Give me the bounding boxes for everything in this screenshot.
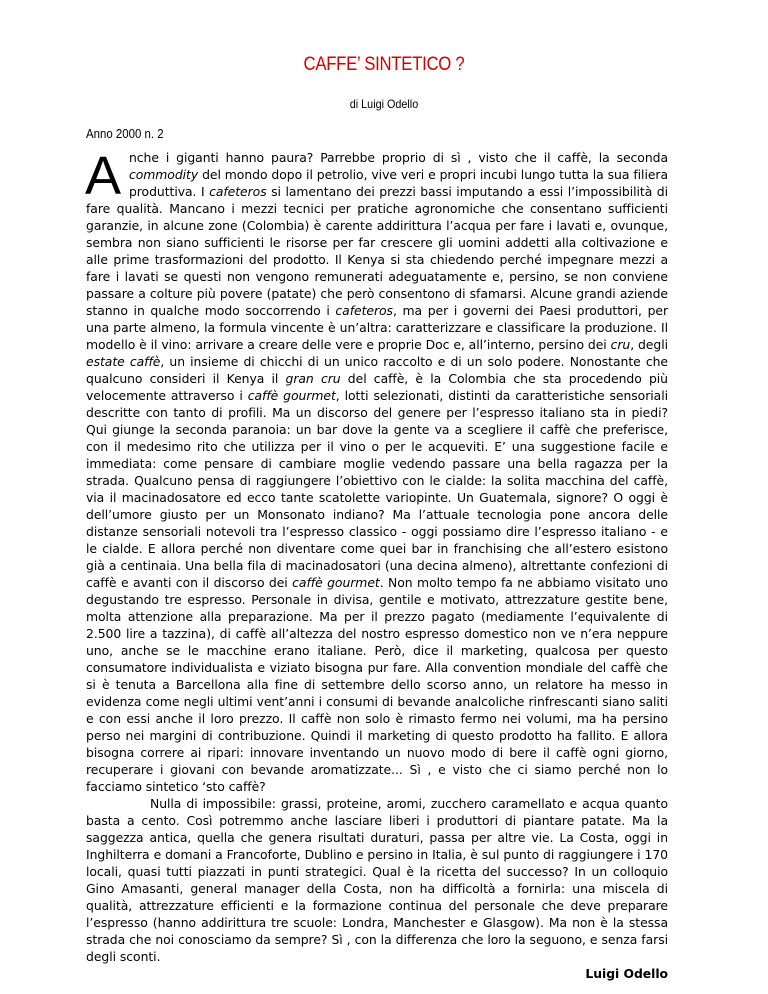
text-run: del mondo dopo il petrolio, vive veri e propri incubi lungo tutta la sua filiera produttiva. I: [128, 167, 668, 199]
byline: di Luigi Odello: [349, 97, 419, 111]
italic-term: caffè gourmet: [292, 575, 380, 590]
italic-term: gran cru: [285, 371, 341, 386]
issue-label: Anno 2000 n. 2: [86, 126, 164, 141]
italic-term: cru: [610, 337, 631, 352]
paragraph-1: [85, 146, 668, 795]
text-run: , lotti selezionati, distinti da caratteristiche sensoriali descritte con tanto di profili. Ma un discorso del genere per l’espresso italiano sta in piedi? Qui giunge la seconda paranoia: un bar dove la gente va a scegliere il caffè che preferisce, con il medesimo rito che utilizza per il vino o per le acqueviti. E’ una suggestione facile e immediata: come pensare di cambiare moglie vedendo passare una bella ragazza per la strada. Qualcuno pensa di raggiungere l’obiettivo con le cialde: la solita macchina del caffè, via il macinadosatore ed ecco tante scatolette variopinte. Un Guatemala, signore? O oggi è dell’umore giusto per un Monsonato indiano? Ma l’attuale tecnologia pone ancora delle distanze sensoriali notevoli tra l’espresso classico - oggi possiamo dire l’espresso italiano - e le cialde. E allora perché non diventare come quei bar in franchising che all’estero esistono già a centinaia. Una bella fila di macinadosatori (una decina almeno), altrettante confezioni di caffè e avanti con il discorso dei: [86, 388, 668, 590]
text-run: nche i giganti hanno paura? Parrebbe proprio di sì , visto che il caffè, la seconda: [128, 150, 668, 165]
text-run: . Non molto tempo fa ne abbiamo visitato uno degustando tre espresso. Personale in divisa, gentile e motivato, attrezzature gestite bene, molta attenzione alla preparazione. Ma per il prezzo pagato (mediamente l’equivalente di 2.500 lire a tazzina), di caffè all’altezza del nostro espresso domestico non ve n’era neppure uno, anche se le macchine erano italiane. Però, dice il marketing, qualcosa per questo consumatore individualista e viziato bisogna pur fare. Alla convention mondiale del caffè che si è tenuta a Barcellona alla fine di settembre dello scorso anno, un relatore ha messo in evidenza come negli ultimi vent’anni i consumi di bevande analcoliche rinfrescanti siano saliti e con essi anche il loro prezzo. Il caffè non solo è rimasto fermo nei volumi, ma ha persino perso nei margini di contribuzione. Quindi il marketing di questo prodotto ha fallito. E allora bisogna correre ai ripari: innovare inventando un nuovo modo di bere il caffè ogni giorno, recuperare i giovani con bevande aromatizzate... Sì , e visto che ci siamo perché non lo facciamo sintetico ‘sto caffè?: [86, 575, 668, 794]
italic-term: estate caffè: [86, 354, 161, 369]
italic-term: commodity: [128, 167, 199, 182]
text-run: del caffè, è la Colombia che sta procedendo più velocemente attraverso i: [86, 371, 668, 403]
italic-term: caffè gourmet: [247, 388, 336, 403]
text-run: , un insieme di chicchi di un unico raccolto e di un solo podere. Nonostante che qualcuno consideri il Kenya il: [86, 354, 668, 386]
paragraph-2: Nulla di impossibile: grassi, proteine, aromi, zucchero caramellato e acqua quanto basta a cento. Così potremmo anche lasciare liberi i produttori di piantare patate. Ma la saggezza antica, quella che genera risultati duraturi, passa per altre vie. La Costa, oggi in Inghilterra e domani a Francoforte, Dublino e persino in Italia, è sul punto di raggiungere i 170 locali, quasi tutti piazzati in punti strategici. Qual è la ricetta del successo? In un colloquio Gino Amasanti, general manager della Costa, non ha difficoltà a fornirla: una miscela di qualità, attrezzature efficienti e la formazione continua del personale che deve preparare l’espresso (hanno addirittura tre scuole: Londra, Manchester e Glasgow). Ma non è la stessa strada che noi conosciamo da sempre? Sì , con la differenza che loro la seguono, e senza farsi degli sconti.: [86, 796, 668, 964]
text-run: , ma per i governi dei Paesi produttori, per una parte almeno, la formula vincente è un’altra: caratterizzare e classificare la produzione. Il modello è il vino: arrivare a creare delle vere e proprie Doc e, all’interno, persino dei: [86, 303, 668, 352]
text-run: si lamentano dei prezzi bassi imputando a essi l’impossibilità di fare qualità. Mancano i mezzi tecnici per pratiche agronomiche che consentano sufficienti garanzie, in alcune zone (Colombia) è carente addirittura l’acqua per fare i lavati e, ovunque, sembra non siano sufficienti le risorse per far crescere gli uomini addetti alla coltivazione e alle prime trasformazioni del prodotto. Il Kenya si sta chiedendo perché impegnare mezzi a fare i lavati se questi non vengono remunerati adeguatamente e, persino, se non conviene passare a colture più povere (patate) che però consentono di sfamarsi. Alcune grandi aziende stanno in qualche modo soccorrendo i: [86, 184, 668, 318]
article-title: CAFFE’ SINTETICO ?: [303, 54, 465, 75]
drop-cap: A: [85, 146, 121, 206]
italic-term: cafeteros: [335, 303, 393, 318]
article-body: [85, 146, 668, 982]
italic-term: cafeteros: [209, 184, 267, 199]
signature: Luigi Odello: [585, 966, 668, 981]
text-run: , degli: [630, 337, 668, 352]
